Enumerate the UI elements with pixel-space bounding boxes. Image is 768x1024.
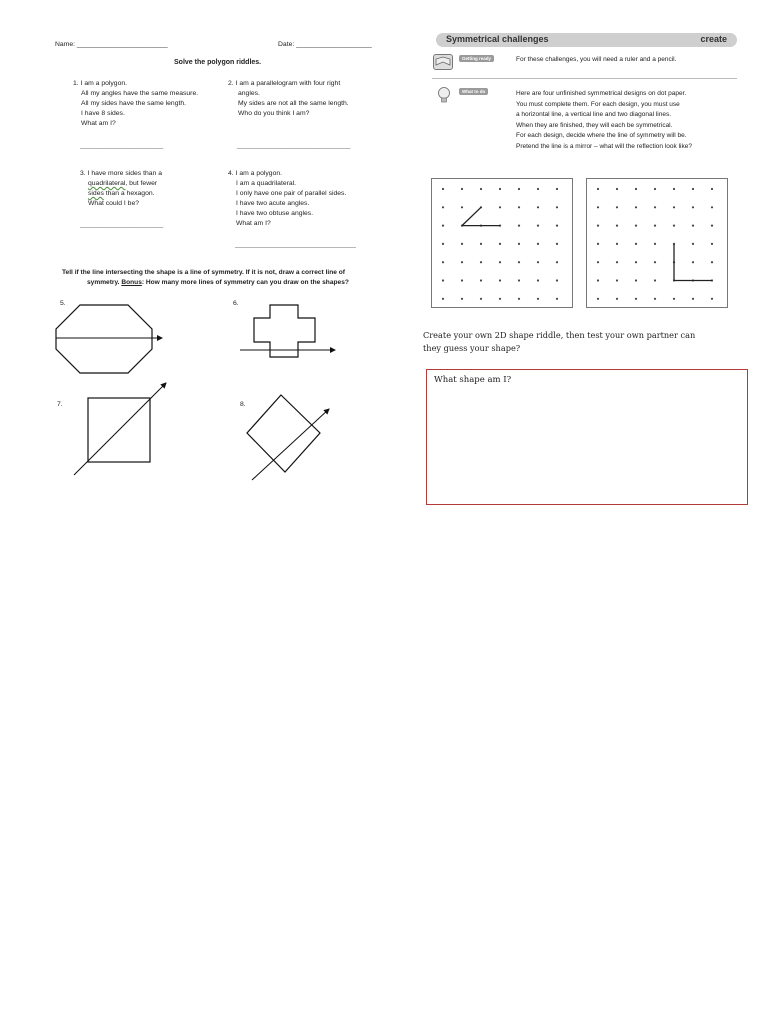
grid-dot — [537, 243, 539, 245]
shape-number-8: 8. — [240, 401, 246, 408]
bonus-label: Bonus — [121, 279, 142, 286]
instruction-text: : How many more lines of symmetry can you draw on the shapes? — [141, 279, 349, 286]
shape-number-7: 7. — [57, 401, 63, 408]
grid-dot — [635, 225, 637, 227]
riddle-number: 2. — [228, 80, 234, 87]
grid-dot — [442, 225, 444, 227]
grid-dot — [518, 279, 520, 281]
grid-dot — [635, 279, 637, 281]
diamond-shape — [247, 395, 329, 480]
grid-dot — [654, 261, 656, 263]
prompt-line: they guess your shape? — [423, 342, 521, 353]
prompt-line: Create your own 2D shape riddle, then test your own partner can — [423, 330, 696, 340]
grid-dot — [461, 188, 463, 190]
riddle-text: I have more sides than a — [87, 170, 162, 177]
grid-dot — [616, 188, 618, 190]
grid-dot — [692, 261, 694, 263]
grid-dot — [442, 298, 444, 300]
grid-dot — [654, 279, 656, 281]
riddle-text: I am a polygon. — [80, 80, 128, 87]
grid-dot — [635, 243, 637, 245]
grid-dot — [537, 206, 539, 208]
answer-line-2[interactable]: ______________________________ — [237, 142, 351, 149]
book-icon — [433, 54, 453, 70]
grid-dot — [518, 188, 520, 190]
instruction-line: Pretend the line is a mirror – what will the reflection look like? — [516, 142, 692, 150]
grid-dot — [499, 206, 501, 208]
instruction-text: symmetry. — [87, 279, 120, 286]
banner-create-label: create — [700, 34, 727, 44]
symmetry-instruction: Tell if the line intersecting the shape is a line of symmetry. If it is not, draw a correct line of — [62, 269, 345, 276]
grid-dot — [597, 225, 599, 227]
riddle-box-heading: What shape am I? — [434, 375, 512, 385]
cross-shape — [240, 305, 335, 357]
grid-dot — [692, 225, 694, 227]
riddle-text: than a hexagon. — [103, 190, 155, 197]
grid-dot — [537, 279, 539, 281]
grid-dot — [673, 188, 675, 190]
getting-ready-text: For these challenges, you will need a ruler and a pencil. — [516, 56, 677, 63]
riddle-text: sides — [88, 190, 104, 197]
grid-dot — [518, 243, 520, 245]
grid-dot — [673, 225, 675, 227]
riddle-text: What could I be? — [88, 200, 140, 207]
riddle-text: What am I? — [81, 120, 116, 127]
grid-dot — [442, 243, 444, 245]
grid-dot — [556, 206, 558, 208]
instruction-line: Here are four unfinished symmetrical designs on dot paper. — [516, 90, 687, 97]
riddle-prompt — [423, 329, 753, 354]
grid-dot — [597, 298, 599, 300]
riddle-text: quadrilateral — [88, 180, 126, 187]
riddle-text: , but fewer — [125, 180, 158, 187]
grid-dot — [673, 298, 675, 300]
grid-dot — [537, 298, 539, 300]
grid-dot — [518, 261, 520, 263]
grid-dot — [635, 206, 637, 208]
grid-dot — [499, 298, 501, 300]
grid-dot — [480, 261, 482, 263]
grid-dot — [461, 298, 463, 300]
riddle-text: Who do you think I am? — [238, 110, 310, 117]
grid-dot — [635, 261, 637, 263]
riddle-text: angles. — [238, 90, 260, 97]
grid-dot — [556, 243, 558, 245]
what-to-do-text — [516, 89, 692, 152]
riddle-text: All my angles have the same measure. — [81, 90, 199, 97]
grid-dot — [556, 261, 558, 263]
name-field[interactable]: Name: ________________________ — [55, 41, 168, 48]
grid-dot — [518, 225, 520, 227]
shape-number-5: 5. — [60, 300, 66, 307]
grid-dot — [692, 298, 694, 300]
riddle-number: 4. — [228, 170, 234, 177]
grid-dot — [692, 243, 694, 245]
octagon-shape — [56, 305, 162, 373]
riddle-text: All my sides have the same length. — [81, 100, 187, 107]
grid-dot — [711, 261, 713, 263]
grid-dot — [616, 261, 618, 263]
grid-dot — [635, 188, 637, 190]
grid-dot — [442, 261, 444, 263]
grid-dot — [711, 225, 713, 227]
grid-dot — [537, 188, 539, 190]
grid-dot — [442, 279, 444, 281]
riddle-number: 3. — [80, 170, 86, 177]
grid-dot — [616, 206, 618, 208]
riddle-text: I am a polygon. — [235, 170, 283, 177]
grid-dot — [692, 188, 694, 190]
grid-dot — [537, 261, 539, 263]
instruction-line: When they are finished, they will each be symmetrical. — [516, 121, 673, 129]
instruction-line: You must complete them. For each design, you must use — [516, 100, 680, 108]
grid-dot — [654, 298, 656, 300]
grid-dot — [597, 206, 599, 208]
grid-dot — [461, 243, 463, 245]
grid-dot — [597, 261, 599, 263]
grid-dot — [616, 279, 618, 281]
lightbulb-icon — [436, 86, 452, 109]
riddle-text: I have 8 sides. — [81, 110, 125, 117]
dot-grid-left[interactable] — [431, 178, 573, 308]
grid-dot — [499, 243, 501, 245]
grid-dot — [556, 225, 558, 227]
grid-dot — [654, 225, 656, 227]
grid-dot — [442, 206, 444, 208]
answer-line-3[interactable]: ______________________ — [80, 221, 164, 228]
riddle-text: I have two obtuse angles. — [236, 210, 314, 217]
grid-dot — [480, 243, 482, 245]
grid-dot — [518, 298, 520, 300]
grid-dot — [480, 298, 482, 300]
grid-dot — [537, 225, 539, 227]
design-line — [462, 207, 481, 225]
riddle-text: I only have one pair of parallel sides. — [236, 190, 347, 197]
grid-dot — [692, 206, 694, 208]
grid-dot — [616, 298, 618, 300]
grid-dot — [654, 243, 656, 245]
date-field[interactable]: Date: ____________________ — [278, 41, 372, 48]
grid-dot — [711, 243, 713, 245]
grid-dot — [711, 188, 713, 190]
riddle-text: I am a quadrilateral. — [236, 180, 297, 187]
answer-line-1[interactable]: ______________________ — [80, 142, 164, 149]
riddle-answer-box[interactable] — [426, 369, 748, 505]
divider — [432, 78, 737, 79]
grid-dot — [461, 279, 463, 281]
grid-dot — [654, 206, 656, 208]
grid-dot — [442, 188, 444, 190]
riddle-text: My sides are not all the same length. — [238, 100, 349, 107]
grid-dot — [480, 279, 482, 281]
grid-dot — [556, 298, 558, 300]
grid-dot — [499, 279, 501, 281]
instruction-line: a horizontal line, a vertical line and two diagonal lines. — [516, 111, 672, 118]
grid-dot — [556, 279, 558, 281]
banner-title: Symmetrical challenges — [446, 34, 549, 44]
answer-line-4[interactable]: ________________________________ — [235, 241, 356, 248]
grid-dot — [597, 243, 599, 245]
riddle-text: I am a parallelogram with four right — [235, 80, 341, 87]
grid-dot — [673, 206, 675, 208]
grid-dot — [711, 298, 713, 300]
symmetry-shapes — [0, 0, 400, 490]
riddle-text: What am I? — [236, 220, 271, 227]
grid-dot — [597, 279, 599, 281]
grid-dot — [480, 188, 482, 190]
getting-ready-tag: Getting ready — [459, 55, 494, 62]
what-to-do-tag: What to do — [459, 88, 488, 95]
worksheet-title: Solve the polygon riddles. — [174, 59, 262, 66]
grid-dot — [616, 243, 618, 245]
grid-dot — [597, 188, 599, 190]
grid-dot — [635, 298, 637, 300]
challenge-banner — [436, 33, 737, 47]
grid-dot — [499, 261, 501, 263]
grid-dot — [556, 188, 558, 190]
instruction-line: For each design, decide where the line of symmetry will be. — [516, 132, 687, 139]
grid-dot — [711, 206, 713, 208]
shape-number-6: 6. — [233, 300, 239, 307]
square-shape — [74, 383, 166, 475]
grid-dot — [461, 261, 463, 263]
grid-dot — [616, 225, 618, 227]
riddle-number: 1. — [73, 80, 79, 87]
grid-dot — [654, 188, 656, 190]
grid-dot — [461, 206, 463, 208]
grid-dot — [499, 188, 501, 190]
grid-dot — [518, 206, 520, 208]
dot-grid-right[interactable] — [586, 178, 728, 308]
riddle-text: I have two acute angles. — [236, 200, 310, 207]
